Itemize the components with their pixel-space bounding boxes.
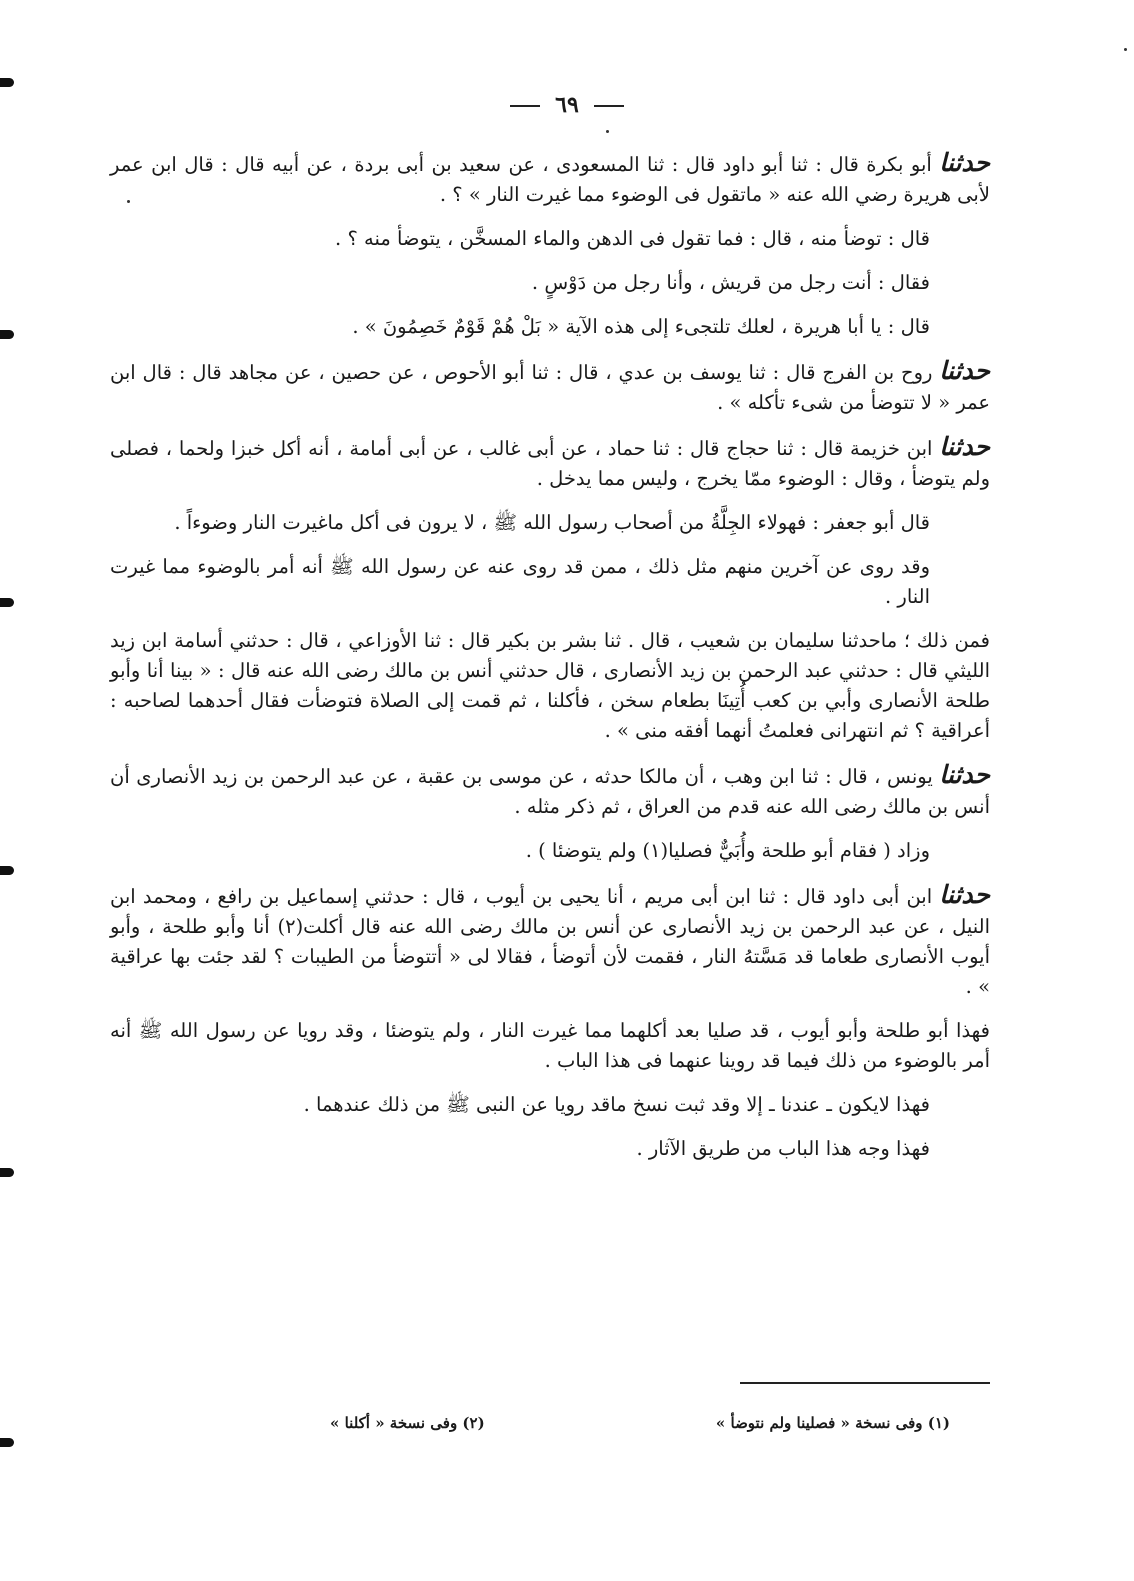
paragraph-text: فهذا أبو طلحة وأبو أيوب ، قد صليا بعد أكلهما مما غيرت النار ، ولم يتوضئا ، وقد رويا عن رسول الله ﷺ أنه أمر بالوضوء من ذلك فيما قد روينا عنهما فى هذا الباب . (110, 1019, 990, 1072)
paragraph-text: وزاد ( فقام أبو طلحة وأُبَيٌّ فصليا(١) ولم يتوضئا ) . (525, 839, 930, 862)
paragraph-text: قال : توضأ منه ، قال : فما تقول فى الدهن والماء المسخَّن ، يتوضأ منه ؟ . (335, 227, 930, 250)
footnotes (330, 1414, 950, 1432)
paragraph-text: أبو بكرة قال : ثنا أبو داود قال : ثنا المسعودى ، عن سعيد بن أبى بردة ، عن أبيه قال : قال ابن عمر لأبى هريرة رضي الله عنه « ماتقول فى الوضوء مما غيرت النار » ؟ . (110, 153, 990, 206)
body-text (110, 148, 990, 1178)
binding-mark (0, 598, 14, 607)
page-number-dash (510, 105, 540, 107)
paragraph-text: وقد روى عن آخرين منهم مثل ذلك ، ممن قد روى عنه عن رسول الله ﷺ أنه أمر بالوضوء مما غيرت النار . (110, 555, 930, 608)
binding-mark (0, 1438, 14, 1447)
narrator-heading: حدثنا (939, 432, 990, 461)
paragraph-text: قال أبو جعفر : فهولاء الجِلَّةُ من أصحاب رسول الله ﷺ ، لا يرون فى أكل ماغيرت النار وضوءاً . (174, 511, 930, 534)
paragraph-text: يونس ، قال : ثنا ابن وهب ، أن مالكا حدثه ، عن موسى بن عقبة ، عن عبد الرحمن بن زيد الأنصارى أن أنس بن مالك رضى الله عنه قدم من العراق ، ثم ذكر مثله . (110, 765, 990, 818)
paragraph-text: فمن ذلك ؛ ماحدثنا سليمان بن شعيب ، قال . ثنا بشر بن بكير قال : ثنا الأوزاعي ، قال : حدثني أسامة ابن زيد الليثي قال : حدثني عبد الرحمن بن زيد الأنصارى ، قال حدثني أنس بن مالك رضى الله عنه قال : « بينا أنا وأبو طلحة الأنصارى وأبي بن كعب أُتِينَا بطعام سخن ، فأكلنا ، ثم قمت إلى الصلاة فتوضأت فقال أحدهما لصاحبه : أعراقية ؟ ثم انتهرانى فعلمتُ أنهما أفقه منى » . (110, 629, 990, 742)
narrator-heading: حدثنا (939, 880, 990, 909)
paragraph (110, 508, 990, 538)
scan-speck (606, 130, 609, 133)
paragraph-text: روح بن الفرج قال : ثنا يوسف بن عدي ، قال : ثنا أبو الأحوص ، عن حصين ، عن مجاهد قال : قال ابن عمر « لا تتوضأ من شىء تأكله » . (110, 361, 990, 414)
narrator-heading: حدثنا (939, 356, 990, 385)
narrator-heading: حدثنا (939, 760, 990, 789)
scan-speck (1124, 48, 1127, 51)
narrator-heading: حدثنا (939, 148, 990, 177)
footnote-1: (١) وفى نسخة « فصلينا ولم نتوضأ » (715, 1414, 950, 1432)
binding-mark (0, 78, 14, 87)
paragraph-text: ابن أبى داود قال : ثنا ابن أبى مريم ، أنا يحيى بن أيوب ، قال : حدثني إسماعيل بن رافع ، ومحمد ابن النيل ، عن عبد الرحمن بن زيد الأنصارى عن أنس بن مالك رضى الله عنه قال أكلت(٢) أنا وأبو طلحة ، وأبو أيوب الأنصارى طعاما قد مَسَّتهُ النار ، فقمت لأن أتوضأ ، فقالا لى « أتتوضأ من الطيبات ؟ لقد جئت بها عراقية » . (110, 885, 990, 998)
page-number (0, 92, 1134, 118)
paragraph (110, 432, 990, 494)
paragraph (110, 760, 990, 822)
paragraph-text: فقال : أنت رجل من قريش ، وأنا رجل من دَوْسٍ . (531, 271, 930, 294)
paragraph-text: فهذا لايكون ـ عندنا ـ إلا وقد ثبت نسخ ماقد رويا عن النبى ﷺ من ذلك عندهما . (303, 1093, 930, 1116)
binding-mark (0, 330, 14, 339)
binding-mark (0, 866, 14, 875)
paragraph (110, 836, 990, 866)
paragraph (110, 880, 990, 1002)
paragraph (110, 224, 990, 254)
page-number-text: ٦٩ (555, 92, 579, 118)
paragraph (110, 1134, 990, 1164)
paragraph (110, 356, 990, 418)
footnote-2: (٢) وفى نسخة « أكلنا » (330, 1414, 485, 1432)
paragraph (110, 552, 990, 612)
paragraph (110, 1016, 990, 1076)
page-number-dash (594, 105, 624, 107)
paragraph (110, 626, 990, 746)
paragraph (110, 1090, 990, 1120)
footnote-divider (740, 1382, 990, 1384)
paragraph (110, 268, 990, 298)
paragraph (110, 312, 990, 342)
paragraph-text: ابن خزيمة قال : ثنا حجاج قال : ثنا حماد ، عن أبى غالب ، عن أبى أمامة ، أنه أكل خبزا ولحما ، فصلى ولم يتوضأ ، وقال : الوضوء ممّا يخرج ، وليس مما يدخل . (110, 437, 990, 490)
paragraph (110, 148, 990, 210)
paragraph-text: قال : يا أبا هريرة ، لعلك تلتجىء إلى هذه الآية « بَلْ هُمْ قَوْمٌ خَصِمُونَ » . (352, 315, 930, 338)
paragraph-text: فهذا وجه هذا الباب من طريق الآثار . (636, 1137, 930, 1160)
binding-mark (0, 1168, 14, 1177)
